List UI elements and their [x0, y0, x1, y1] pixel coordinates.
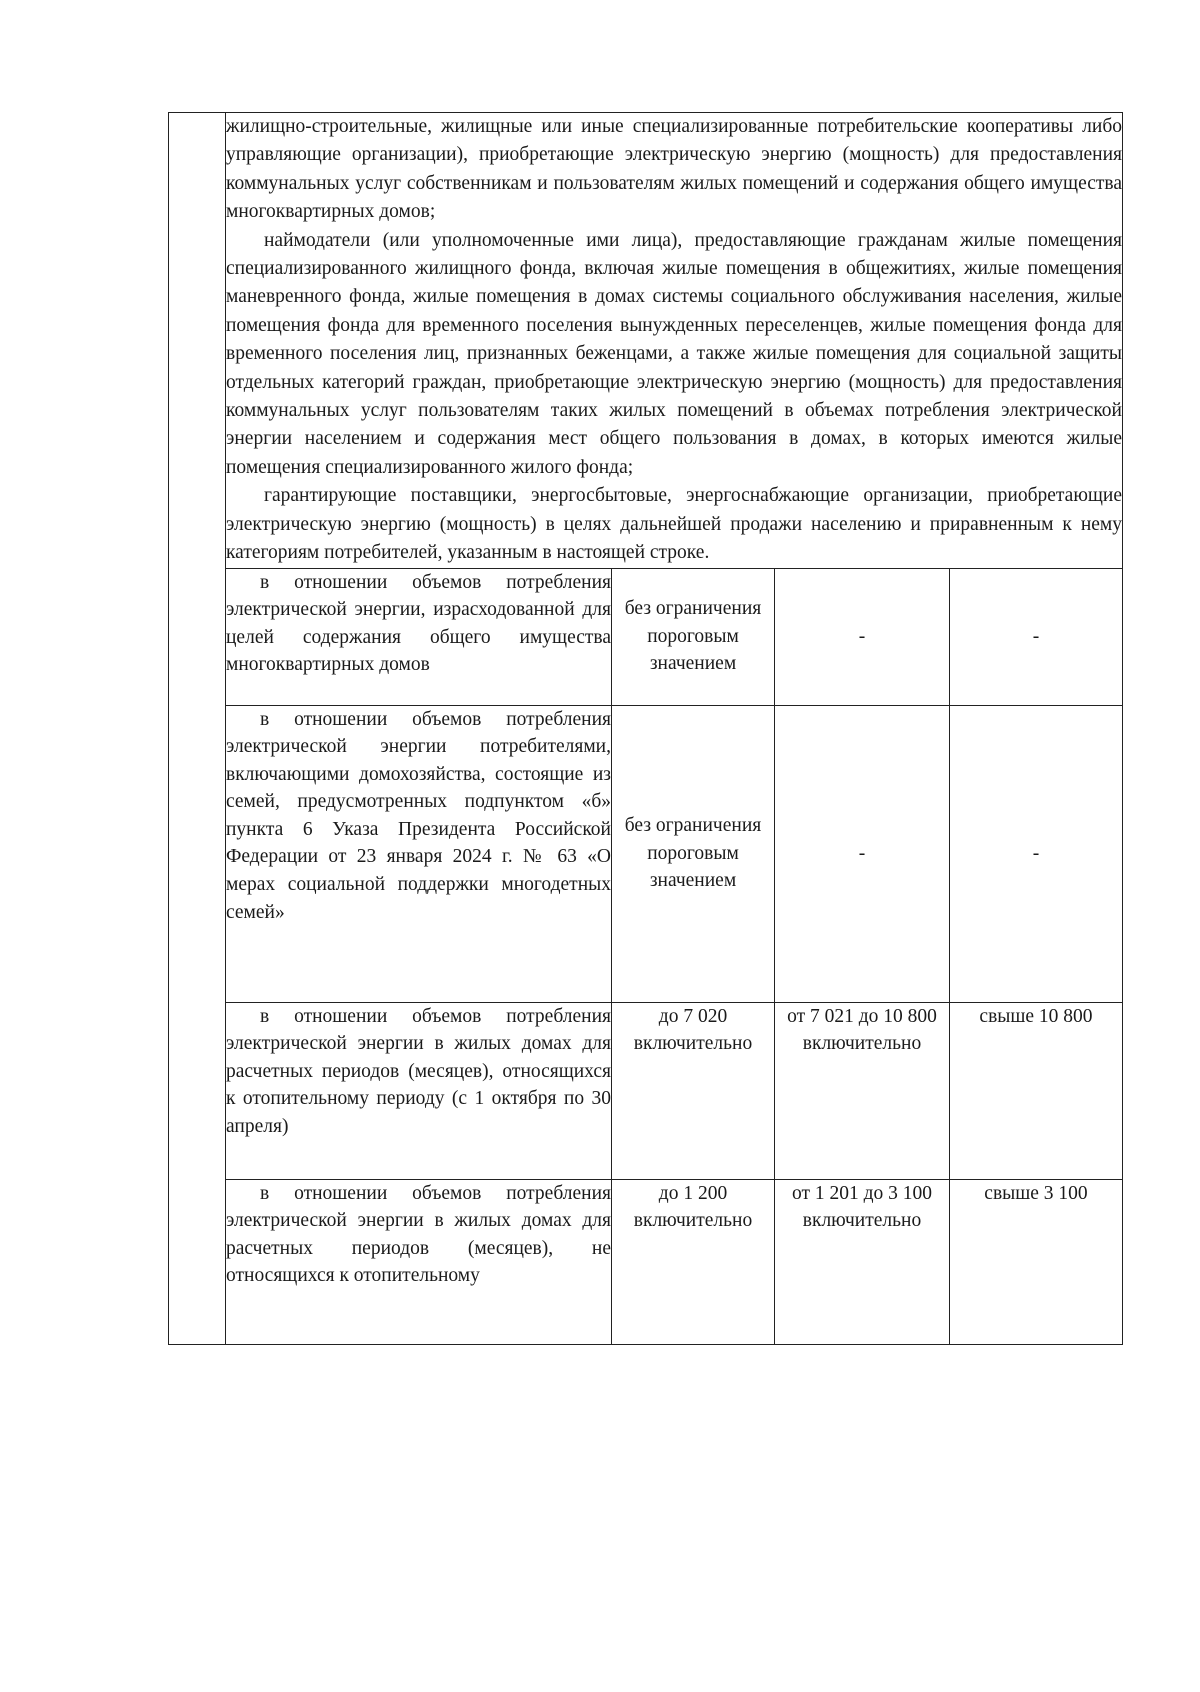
intro-paragraph: жилищно-строительные, жилищные или иные специализированные потребительские кооперативы либо управляющие организации), приобретающие электрическую энергию (мощность) для предоставления коммунальных услуг собственникам и пользователям жилых помещений и содержания общего имущества многоквартирных домов; — [226, 116, 1122, 223]
tariff-table — [168, 112, 1123, 1345]
row-description: в отношении объемов потребления электрической энергии потребителями, включающими домохозяйства, состоящие из семей, предусмотренных подпунктом «б» пункта 6 Указа Президента Российской Федерации от 23 января 2024 г. № 63 «О мерах социальной поддержки многодетных семей» — [226, 705, 612, 1002]
range1-cell: до 1 200 включительно — [612, 1179, 775, 1344]
intro-cell — [226, 113, 1123, 569]
range1-cell: без ограничения пороговым значением — [612, 568, 775, 705]
range3-cell: свыше 10 800 — [950, 1002, 1123, 1179]
range2-cell: - — [775, 568, 950, 705]
table-row — [169, 705, 1123, 1002]
range3-cell: свыше 3 100 — [950, 1179, 1123, 1344]
range2-cell: от 7 021 до 10 800 включительно — [775, 1002, 950, 1179]
table-row-intro — [169, 113, 1123, 569]
range3-cell: - — [950, 568, 1123, 705]
table-row — [169, 1002, 1123, 1179]
table-row — [169, 1179, 1123, 1344]
intro-paragraph: наймодатели (или уполномоченные ими лица), предоставляющие гражданам жилые помещения специализированного жилищного фонда, включая жилые помещения в общежитиях, жилые помещения маневренного фонда, жилые помещения в домах системы социального обслуживания населения, жилые помещения фонда для временного поселения вынужденных переселенцев, жилые помещения фонда для временного поселения лиц, признанных беженцами, а также жилые помещения для социальной защиты отдельных категорий граждан, приобретающие электрическую энергию (мощность) для предоставления коммунальных услуг пользователям таких жилых помещений в объемах потребления электрической энергии населением и содержания мест общего пользования в домах, в которых имеются жилые помещения специализированного жилого фонда; — [226, 229, 1122, 478]
table-row — [169, 568, 1123, 705]
row-number-cell — [169, 113, 226, 1345]
row-description: в отношении объемов потребления электрической энергии в жилых домах для расчетных периодов (месяцев), не относящихся к отопительному — [226, 1179, 612, 1344]
row-description: в отношении объемов потребления электрической энергии, израсходованной для целей содержания общего имущества многоквартирных домов — [226, 568, 612, 705]
range2-cell: - — [775, 705, 950, 1002]
range1-cell: без ограничения пороговым значением — [612, 705, 775, 1002]
row-description: в отношении объемов потребления электрической энергии в жилых домах для расчетных периодов (месяцев), относящихся к отопительному периоду (с 1 октября по 30 апреля) — [226, 1002, 612, 1179]
range2-cell: от 1 201 до 3 100 включительно — [775, 1179, 950, 1344]
range3-cell: - — [950, 705, 1123, 1002]
range1-cell: до 7 020 включительно — [612, 1002, 775, 1179]
intro-paragraph: гарантирующие поставщики, энергосбытовые, энергоснабжающие организации, приобретающие электрическую энергию (мощность) в целях дальнейшей продажи населению и приравненным к нему категориям потребителей, указанным в настоящей строке. — [226, 485, 1122, 564]
